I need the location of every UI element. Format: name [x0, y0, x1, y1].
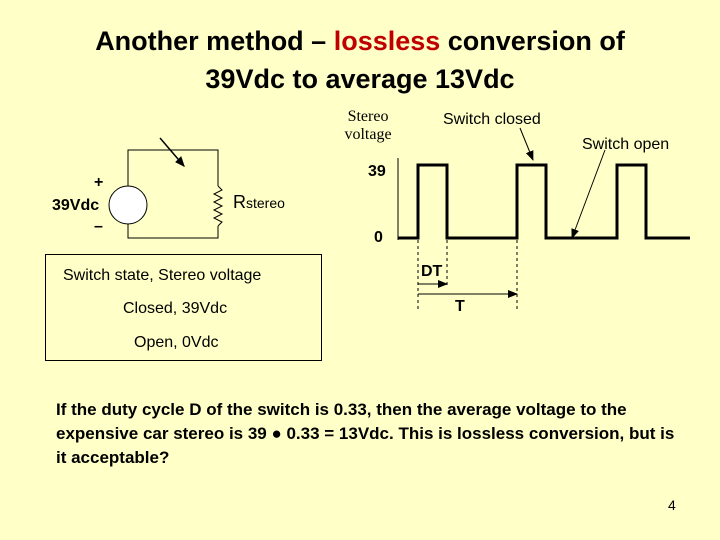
resistor-subscript: stereo — [246, 195, 285, 211]
voltage-source — [109, 186, 147, 224]
source-voltage-label: 39Vdc — [52, 197, 100, 214]
switch-closed-label: Switch closed — [443, 111, 541, 128]
minus-sign: – — [94, 218, 103, 235]
plus-sign: + — [94, 174, 104, 191]
circuit-wire-top — [128, 150, 218, 186]
stereo-voltage-axis-label: Stereo voltage — [344, 108, 392, 143]
title-line-2: 39Vdc to average 13Vdc — [205, 64, 515, 94]
table-row-closed: Closed, 39Vdc — [123, 300, 228, 317]
title-highlight: lossless — [333, 26, 441, 56]
switch-open-pointer — [572, 150, 605, 238]
explanation-paragraph: If the duty cycle D of the switch is 0.33, then the average voltage to the expensive car stereo is 39 ● 0.33 = 13Vdc. This is lossless conversion, but is it acceptable? — [56, 400, 675, 467]
waveform — [398, 128, 690, 312]
page-number: 4 — [668, 497, 676, 513]
pwm-waveform — [398, 165, 690, 238]
table-header: Switch state, Stereo voltage — [63, 267, 262, 284]
title-line-1: Another method – lossless conversion of — [95, 26, 625, 56]
t-label: T — [455, 298, 465, 315]
circuit — [109, 138, 222, 238]
switch-state-box — [45, 254, 322, 361]
resistor-label: Rstereo — [233, 192, 285, 212]
resistor-symbol — [214, 186, 222, 226]
circuit-wire-bottom — [128, 224, 218, 238]
low-level-label: 0 — [374, 229, 383, 246]
switch-open-label: Switch open — [582, 136, 670, 153]
dt-label: DT — [421, 263, 443, 280]
table-row-open: Open, 0Vdc — [134, 334, 219, 351]
switch-closed-pointer — [520, 128, 533, 160]
high-level-label: 39 — [368, 163, 386, 180]
